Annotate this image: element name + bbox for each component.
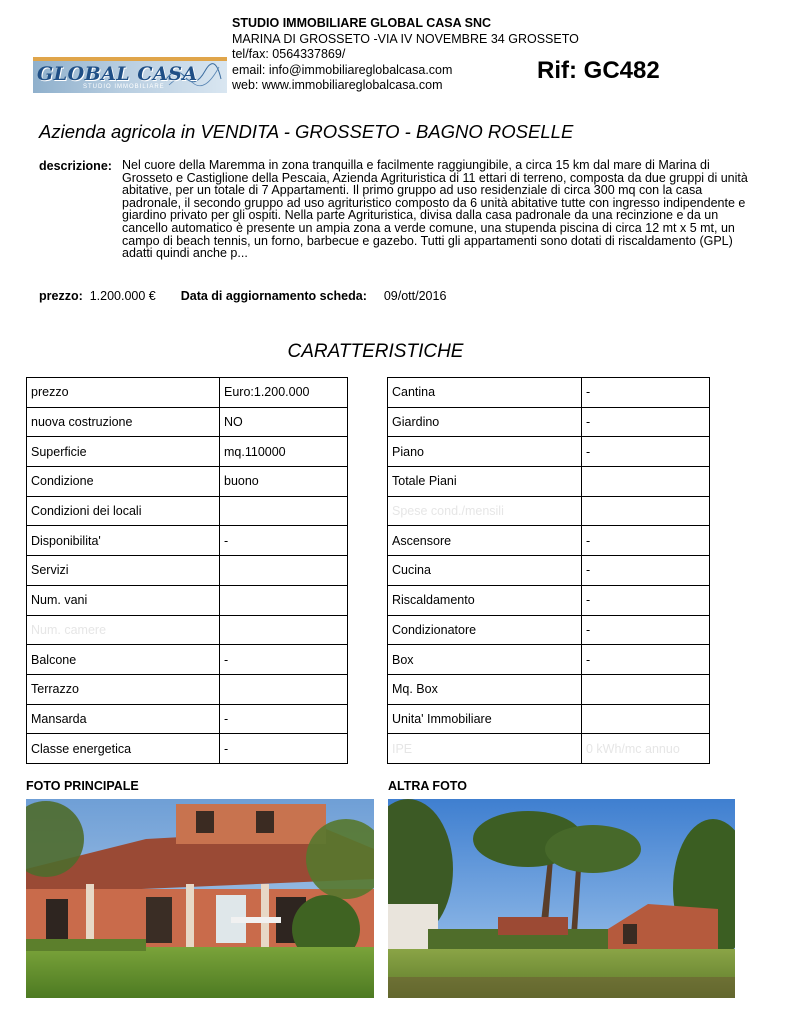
garden-photo-image xyxy=(388,799,735,998)
logo-text: GLOBAL CASA xyxy=(37,63,198,85)
reference-code: Rif: GC482 xyxy=(537,57,660,84)
feature-value xyxy=(582,496,710,526)
feature-label: Condizioni dei locali xyxy=(27,496,220,526)
feature-value: - xyxy=(220,526,348,556)
feature-value xyxy=(582,704,710,734)
feature-row xyxy=(388,407,710,437)
feature-value: NO xyxy=(220,407,348,437)
feature-label: Superficie xyxy=(27,437,220,467)
feature-value xyxy=(220,615,348,645)
feature-row xyxy=(27,674,348,704)
feature-label: nuova costruzione xyxy=(27,407,220,437)
feature-row xyxy=(388,496,710,526)
feature-label: prezzo xyxy=(27,378,220,408)
feature-row xyxy=(388,556,710,586)
feature-label: Unita' Immobiliare xyxy=(388,704,582,734)
feature-label: Classe energetica xyxy=(27,734,220,764)
company-phone: tel/fax: 0564337869/ xyxy=(232,47,346,61)
feature-value xyxy=(220,556,348,586)
feature-row xyxy=(388,526,710,556)
feature-label: Terrazzo xyxy=(27,674,220,704)
feature-value: - xyxy=(220,645,348,675)
feature-label: Mansarda xyxy=(27,704,220,734)
feature-value: - xyxy=(582,378,710,408)
feature-value: buono xyxy=(220,467,348,497)
feature-label: Mq. Box xyxy=(388,674,582,704)
feature-label: Balcone xyxy=(27,645,220,675)
alt-photo-label: ALTRA FOTO xyxy=(388,779,467,793)
feature-row xyxy=(388,704,710,734)
feature-label: Box xyxy=(388,645,582,675)
feature-label: Condizionatore xyxy=(388,615,582,645)
features-title: CARATTERISTICHE xyxy=(287,341,464,362)
feature-value xyxy=(582,674,710,704)
company-info xyxy=(232,16,579,94)
price-value: 1.200.000 € xyxy=(89,289,156,303)
feature-value: - xyxy=(582,526,710,556)
feature-value xyxy=(582,467,710,497)
main-photo-label: FOTO PRINCIPALE xyxy=(26,779,139,793)
feature-label: Num. camere xyxy=(27,615,220,645)
feature-row xyxy=(27,467,348,497)
feature-label: Condizione xyxy=(27,467,220,497)
description-text: Nel cuore della Maremma in zona tranquilla e facilmente raggiungibile, a circa 15 km dal mare di Marina di Grosseto e Castiglione della Pescaia, Azienda Agrituristica di 11 ettari di terreno, composta da due gruppi di unità abitative, per un totale di 7 Appartamenti. Il primo gruppo ad uso residenziale di circa 300 mq con la casa padronale, il secondo gruppo ad uso agrituristico composto da 6 unità abitative tutte con ingresso indipendente e giardino privato per gli ospiti. Nella parte Agrituristica, divisa dalla casa padronale da una recinzione e da un cancello automatico è presente un ampia zona a verde comune, una stupenda piscina di circa 12 mt x 5 mt, un campo di beach tennis, un forno, barbecue e gazebo. Tutti gli appartamenti sono dotati di riscaldamento (GPL) adatti quindi anche p... xyxy=(122,158,748,261)
feature-label: Num. vani xyxy=(27,585,220,615)
feature-value: - xyxy=(220,734,348,764)
feature-label: Cantina xyxy=(388,378,582,408)
feature-row xyxy=(388,734,710,764)
feature-row xyxy=(27,526,348,556)
feature-row xyxy=(388,615,710,645)
feature-row xyxy=(27,645,348,675)
feature-row xyxy=(27,556,348,586)
feature-value: Euro:1.200.000 xyxy=(220,378,348,408)
feature-row xyxy=(388,674,710,704)
price-label: prezzo: xyxy=(39,289,83,303)
feature-row xyxy=(27,615,348,645)
feature-value: - xyxy=(582,407,710,437)
feature-value: 0 kWh/mc annuo xyxy=(582,734,710,764)
house-photo-image xyxy=(26,799,374,998)
feature-row xyxy=(27,704,348,734)
feature-value: - xyxy=(582,615,710,645)
company-logo xyxy=(33,57,227,93)
feature-row xyxy=(388,378,710,408)
feature-value xyxy=(220,674,348,704)
features-table-left xyxy=(26,377,348,764)
feature-value: - xyxy=(582,437,710,467)
price-row xyxy=(39,289,446,303)
feature-label: Riscaldamento xyxy=(388,585,582,615)
feature-label: Servizi xyxy=(27,556,220,586)
feature-label: IPE xyxy=(388,734,582,764)
alt-photo[interactable] xyxy=(388,799,735,998)
update-value: 09/ott/2016 xyxy=(383,289,447,303)
feature-label: Piano xyxy=(388,437,582,467)
feature-row xyxy=(27,437,348,467)
main-photo[interactable] xyxy=(26,799,374,998)
listing-title: Azienda agricola in VENDITA - GROSSETO - BAGNO ROSELLE xyxy=(39,121,574,142)
company-email[interactable]: email: info@immobiliareglobalcasa.com xyxy=(232,62,453,77)
feature-value: mq.110000 xyxy=(220,437,348,467)
feature-row xyxy=(388,645,710,675)
feature-row xyxy=(27,378,348,408)
feature-row xyxy=(27,585,348,615)
feature-label: Ascensore xyxy=(388,526,582,556)
feature-row xyxy=(388,437,710,467)
description-label: descrizione: xyxy=(39,159,112,173)
company-address: MARINA DI GROSSETO -VIA IV NOVEMBRE 34 GROSSETO xyxy=(232,31,579,46)
feature-label: Giardino xyxy=(388,407,582,437)
feature-label: Spese cond./mensili xyxy=(388,496,582,526)
feature-row xyxy=(27,734,348,764)
features-table-right xyxy=(387,377,710,764)
company-name: STUDIO IMMOBILIARE GLOBAL CASA SNC xyxy=(232,16,492,30)
feature-row xyxy=(388,585,710,615)
feature-row xyxy=(388,467,710,497)
feature-value: - xyxy=(582,556,710,586)
feature-value xyxy=(220,585,348,615)
logo-subtext: STUDIO IMMOBILIARE xyxy=(83,84,165,90)
feature-value: - xyxy=(582,645,710,675)
feature-label: Disponibilita' xyxy=(27,526,220,556)
update-label: Data di aggiornamento scheda: xyxy=(180,289,367,303)
feature-value: - xyxy=(582,585,710,615)
feature-label: Cucina xyxy=(388,556,582,586)
feature-row xyxy=(27,496,348,526)
feature-row xyxy=(27,407,348,437)
feature-label: Totale Piani xyxy=(388,467,582,497)
company-web[interactable]: web: www.immobiliareglobalcasa.com xyxy=(232,78,443,92)
feature-value xyxy=(220,496,348,526)
feature-value: - xyxy=(220,704,348,734)
